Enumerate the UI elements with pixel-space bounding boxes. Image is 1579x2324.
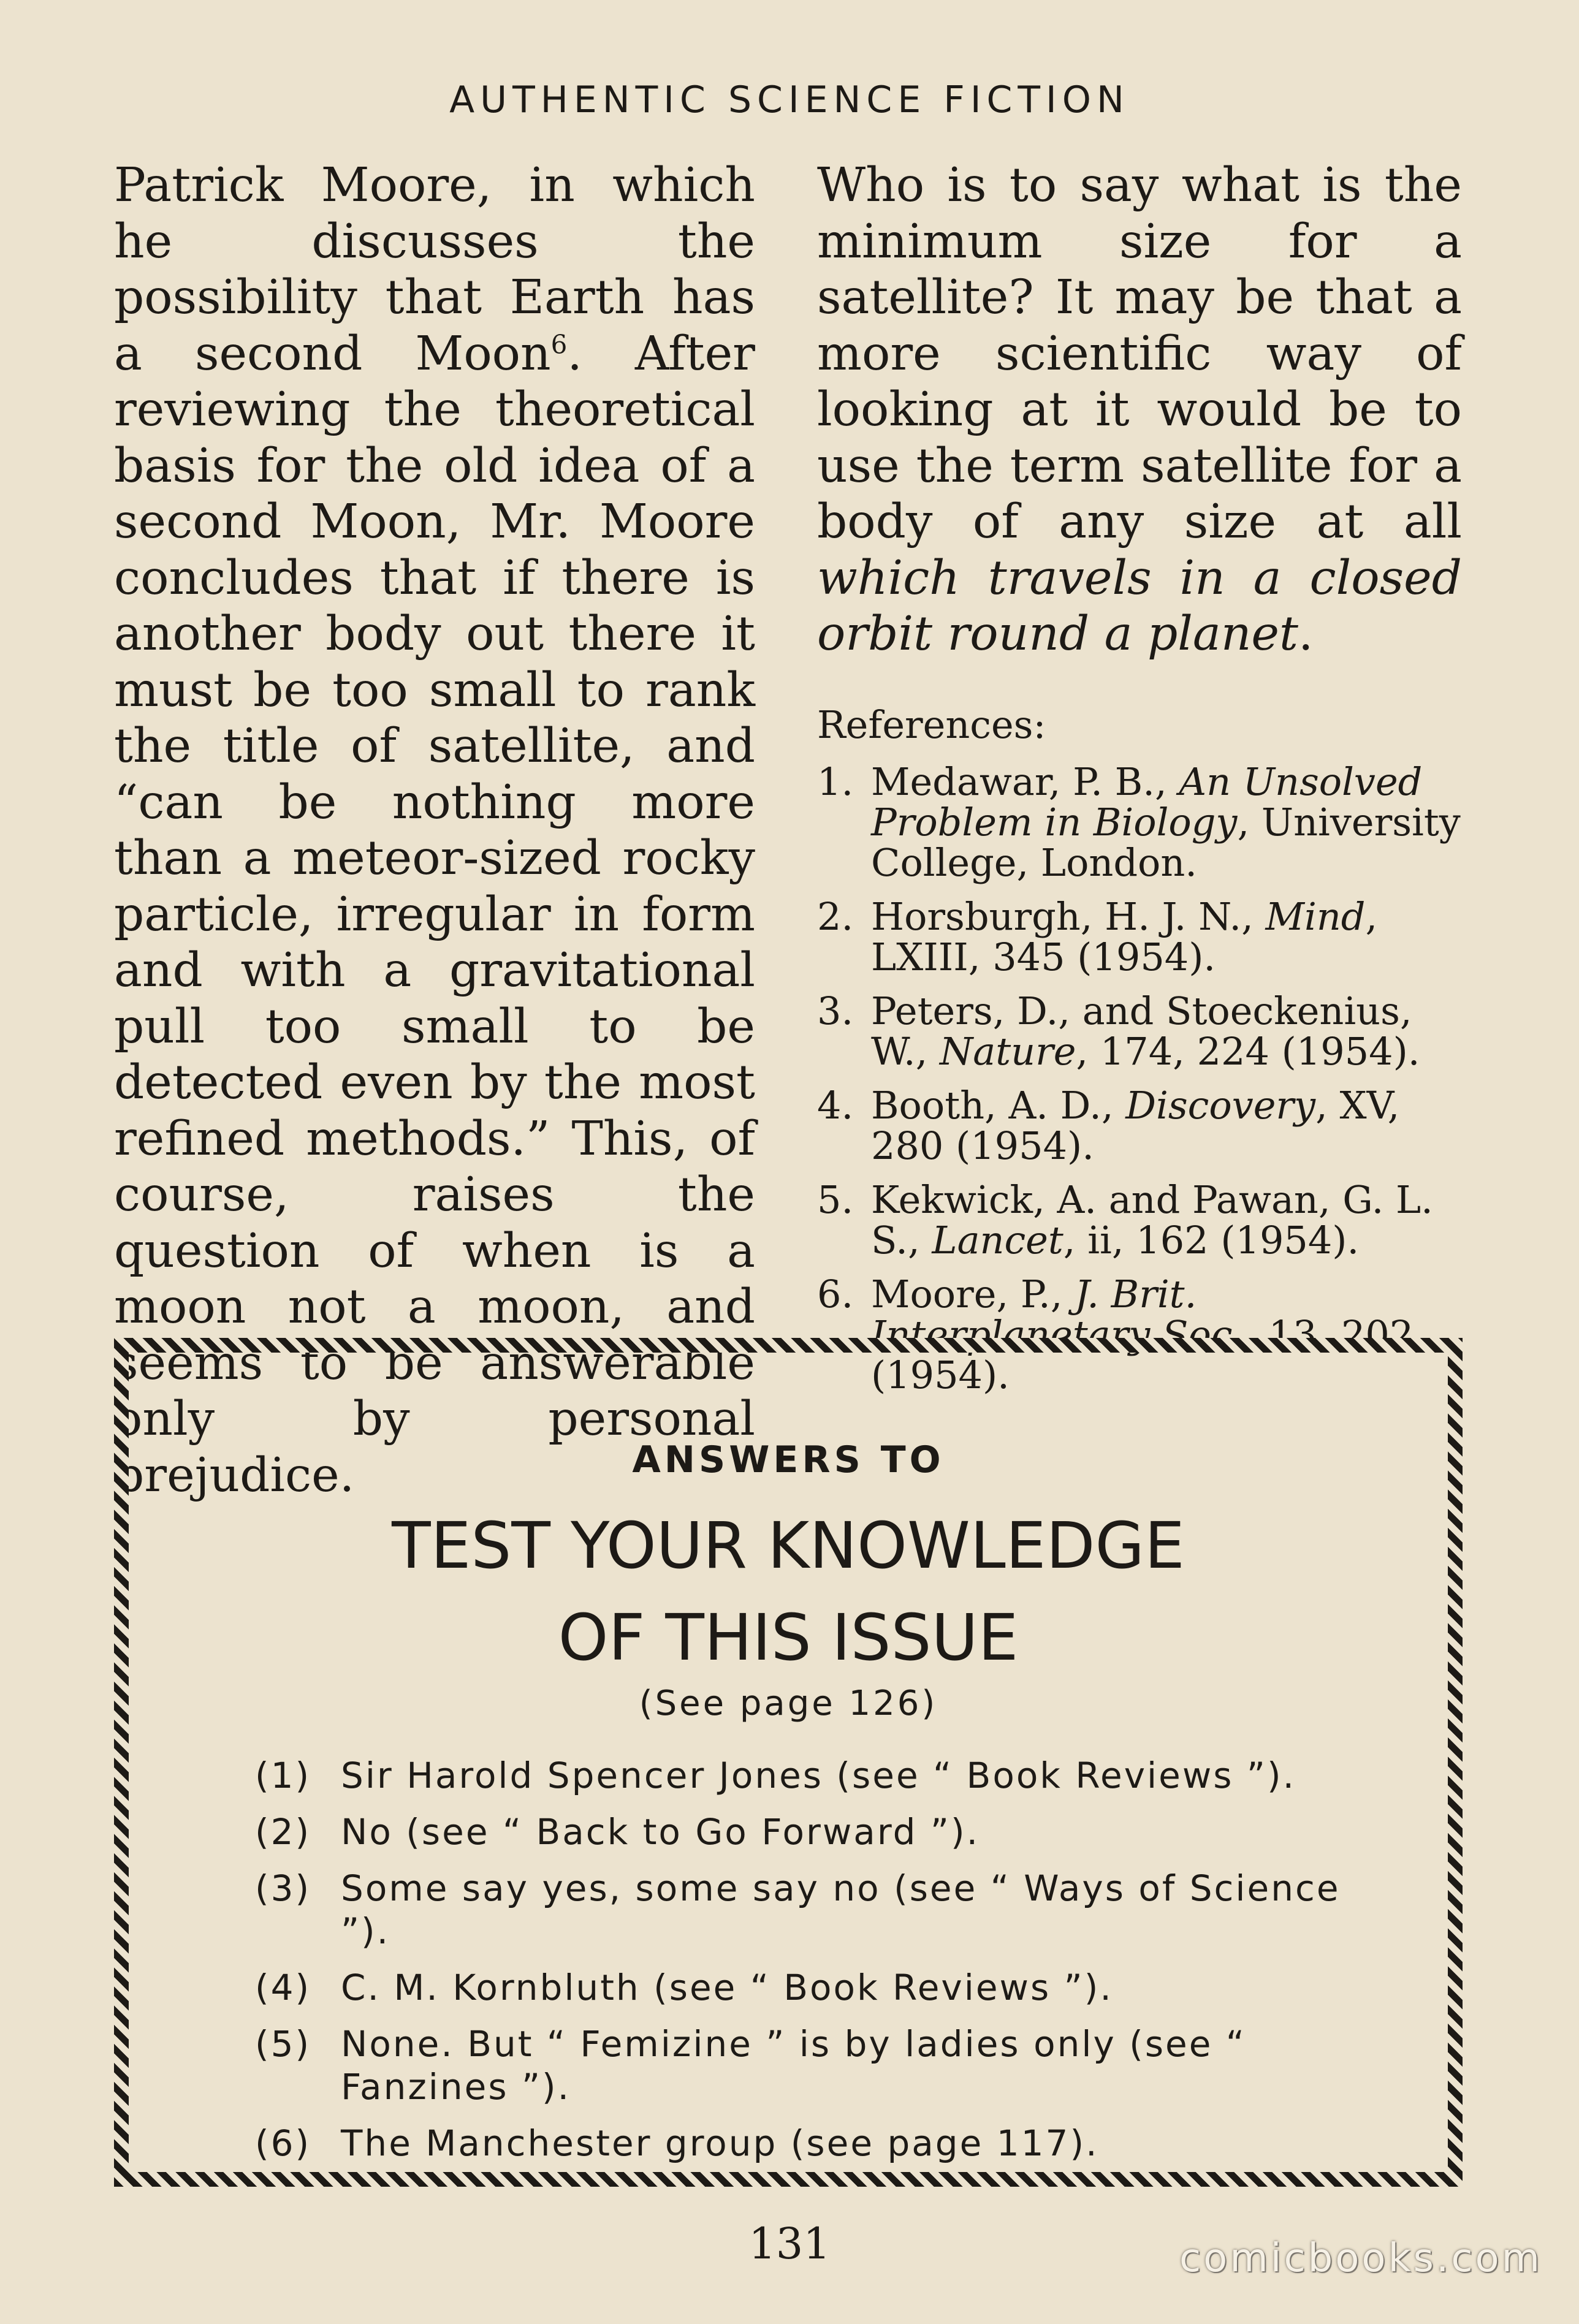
answer-number: (4) <box>255 1967 311 2008</box>
reference-author: Peters, D., and Stoeckenius, W., <box>871 988 1412 1074</box>
answer-text: No (see “ Back to Go Forward ”). <box>341 1811 980 1853</box>
running-head: AUTHENTIC SCIENCE FICTION <box>449 78 1130 121</box>
answers-box <box>114 1338 1463 2187</box>
reference-source: An Unsolved Problem in Biology <box>871 759 1423 845</box>
answer-item <box>255 1867 1358 1953</box>
answers-title <box>129 1500 1448 1684</box>
answer-number: (1) <box>255 1755 311 1796</box>
reference-number: 2. <box>817 894 854 939</box>
answers-list <box>255 1754 1358 2178</box>
reference-details: , 13, 202 (1954). <box>871 1312 1414 1397</box>
reference-number: 1. <box>817 759 854 804</box>
reference-source: J. Brit. Interplanetary Soc. <box>871 1271 1245 1357</box>
reference-details: , University College, London. <box>871 799 1461 885</box>
answer-number: (5) <box>255 2023 311 2065</box>
right-column-text: Who is to say what is the minimum size for a satellite? It may be that a more scientific way of looking at it would be to use the term satellite for a body of any size at all <box>817 158 1462 549</box>
reference-author: Booth, A. D., <box>871 1082 1126 1128</box>
reference-author: Horsburgh, H. J. N., <box>871 894 1266 939</box>
left-column-text-continued: . After reviewing the theoretical basis for the old idea of a second Moon, Mr. Moore concludes that if there is another body out there it must be too small to rank the title of satellite, and “can be nothing more than a meteor-sized rocky particle, irregular in form and with a gravitational pull too small to be detected even by the most refined methods.” This, of course, raises the question of when is a moon not a moon, and seems to be answerable only by personal prejudice. <box>114 326 755 1503</box>
answer-number: (6) <box>255 2122 311 2164</box>
left-column <box>114 158 755 1503</box>
reference-number: 5. <box>817 1177 854 1222</box>
reference-details: , ii, 162 (1954). <box>1063 1217 1360 1263</box>
answers-title-line: OF THIS ISSUE <box>558 1600 1019 1675</box>
page-number: 131 <box>748 2219 831 2269</box>
answer-text: Some say yes, some say no (see “ Ways of Science ”). <box>341 1867 1341 1952</box>
right-column-end: . <box>1298 607 1314 661</box>
answer-item <box>255 1966 1358 2009</box>
reference-details: , XV, 280 (1954). <box>871 1082 1400 1168</box>
reference-item <box>817 1082 1462 1168</box>
answer-text: Sir Harold Spencer Jones (see “ Book Reviews ”). <box>341 1755 1296 1796</box>
reference-number: 4. <box>817 1082 854 1128</box>
reference-details: , LXIII, 345 (1954). <box>871 894 1378 979</box>
references-list <box>817 759 1462 1397</box>
left-column-paragraph <box>114 158 755 1503</box>
reference-item <box>817 1177 1462 1263</box>
right-column-emphasis: which travels in a closed orbit round a planet <box>817 550 1462 661</box>
reference-author: Kekwick, A. and Pawan, G. L. S., <box>871 1177 1433 1263</box>
reference-source: Nature <box>940 1028 1076 1074</box>
reference-details: , 174, 224 (1954). <box>1076 1028 1420 1074</box>
answer-item <box>255 2122 1358 2165</box>
answers-kicker: ANSWERS TO <box>632 1438 945 1481</box>
reference-author: Moore, P., <box>871 1271 1075 1316</box>
reference-item <box>817 988 1462 1074</box>
reference-item <box>817 759 1462 885</box>
watermark: comicbooks.com <box>1179 2236 1542 2281</box>
left-column-text: Patrick Moore, in which he discusses the possibility that Earth has a second Moon <box>114 158 755 381</box>
answers-page-note: (See page 126) <box>639 1684 938 1723</box>
answer-text: C. M. Kornbluth (see “ Book Reviews ”). <box>341 1967 1113 2008</box>
reference-source: Mind <box>1265 894 1366 939</box>
answer-item <box>255 2022 1358 2108</box>
reference-number: 3. <box>817 988 854 1033</box>
reference-source: Discovery <box>1125 1082 1316 1128</box>
answer-number: (3) <box>255 1867 311 1909</box>
reference-item <box>817 894 1462 979</box>
answer-number: (2) <box>255 1811 311 1853</box>
answer-text: The Manchester group (see page 117). <box>341 2122 1099 2164</box>
answers-title-line: TEST YOUR KNOWLEDGE <box>392 1508 1185 1583</box>
right-column <box>817 158 1462 1409</box>
answer-item <box>255 1754 1358 1797</box>
reference-number: 6. <box>817 1271 854 1316</box>
right-column-paragraph <box>817 158 1462 663</box>
answer-text: None. But “ Femizine ” is by ladies only (see “ Fanzines ”). <box>341 2023 1246 2108</box>
answer-item <box>255 1810 1358 1853</box>
reference-author: Medawar, P. B., <box>871 759 1179 804</box>
references-heading: References: <box>817 702 1046 747</box>
footnote-marker: 6 <box>550 328 568 359</box>
reference-source: Lancet <box>932 1217 1063 1263</box>
